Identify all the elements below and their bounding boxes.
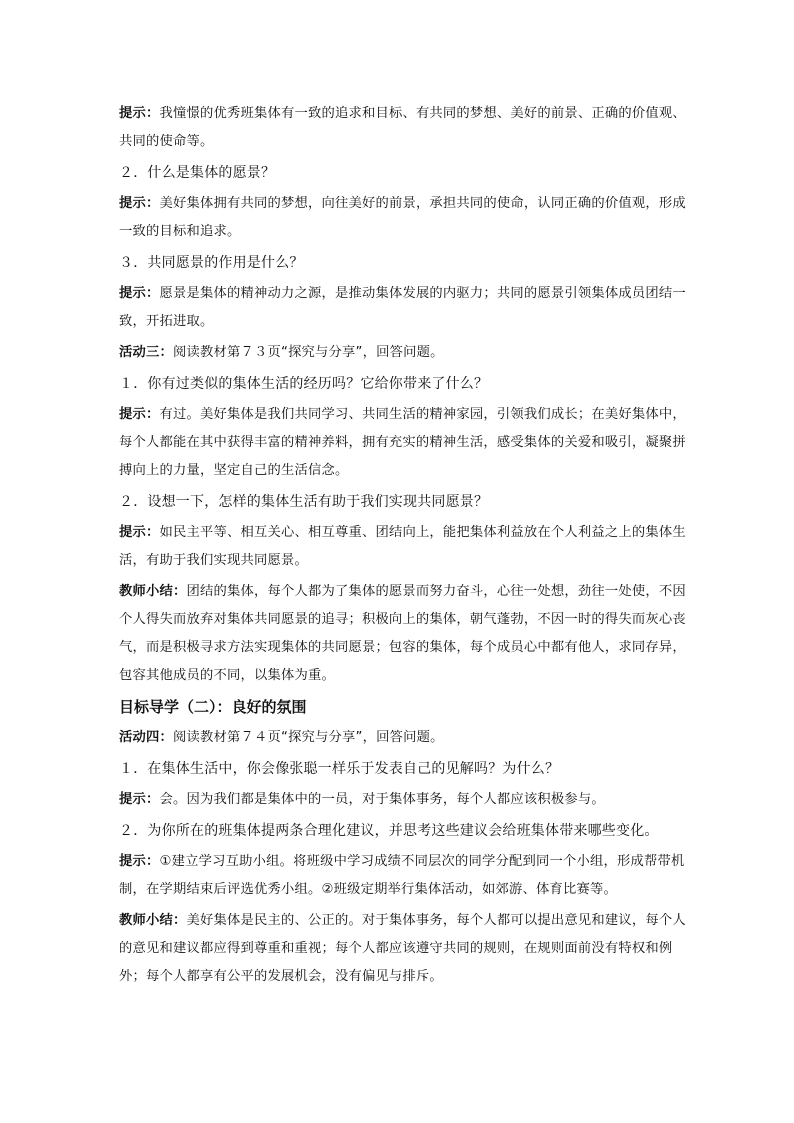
question-paragraph: ２．为你所在的班集体提两条合理化建议，并思考这些建议会给班集体带来哪些变化。 xyxy=(119,823,659,839)
answer-paragraph: 提示：我憧憬的优秀班集体有一致的追求和目标、有共同的梦想、美好的前景、正确的价值观、共同的使命等。 xyxy=(119,106,686,149)
activity-paragraph: 活动三：阅读教材第７３页“探究与分享”，回答问题。 xyxy=(119,345,444,360)
question-paragraph: ３．共同愿景的作用是什么？ xyxy=(119,255,304,271)
summary-paragraph: 教师小结：美好集体是民主的、公正的。对于集体事务，每个人都可以提出意见和建议，每个人的意见和建议都应得到尊重和重视；每个人都应该遵守共同的规则，在规则面前没有特权和例外；每个人都享有公平的发展机会，没有偏见与排斥。 xyxy=(119,913,686,984)
section-heading: 目标导学（二）：良好的氛围 xyxy=(119,698,307,716)
document-body xyxy=(119,100,689,994)
answer-paragraph: 提示：有过。美好集体是我们共同学习、共同生活的精神家园，引领我们成长；在美好集体中，每个人都能在其中获得丰富的精神养料，拥有充实的精神生活，感受集体的关爱和吸引，凝聚拼搏向上的力量，坚定自己的生活信念。 xyxy=(119,407,686,478)
question-paragraph: １．你有过类似的集体生活的经历吗？它给你带来了什么？ xyxy=(119,376,489,392)
answer-paragraph: 提示：会。因为我们都是集体中的一员，对于集体事务，每个人都应该积极参与。 xyxy=(119,792,605,807)
answer-paragraph: 提示：愿景是集体的精神动力之源，是推动集体发展的内驱力；共同的愿景引领集体成员团结一致，开拓进取。 xyxy=(119,286,686,329)
answer-paragraph: 提示：如民主平等、相互关心、相互尊重、团结向上，能把集体利益放在个人利益之上的集体生活，有助于我们实现共同愿景。 xyxy=(119,525,686,568)
question-paragraph: １．在集体生活中，你会像张聪一样乐于发表自己的见解吗？为什么？ xyxy=(119,761,560,777)
summary-paragraph: 教师小结：团结的集体，每个人都为了集体的愿景而努力奋斗，心往一处想，劲往一处使，不因个人得失而放弃对集体共同愿景的追寻；积极向上的集体，朝气蓬勃，不因一时的得失而灰心丧气，而是积极寻求方法实现集体的共同愿景；包容的集体，每个成员心中都有他人，求同存异，包容其他成员的不同，以集体为重。 xyxy=(119,584,686,683)
answer-paragraph: 提示：美好集体拥有共同的梦想，向往美好的前景，承担共同的使命，认同正确的价值观，形成一致的目标和追求。 xyxy=(119,196,686,239)
activity-paragraph: 活动四：阅读教材第７４页“探究与分享”，回答问题。 xyxy=(119,730,444,745)
question-paragraph: ２．设想一下，怎样的集体生活有助于我们实现共同愿景？ xyxy=(119,494,489,510)
answer-paragraph: 提示：①建立学习互助小组。将班级中学习成绩不同层次的同学分配到同一个小组，形成帮带机制，在学期结束后评选优秀小组。②班级定期举行集体活动，如郊游、体育比赛等。 xyxy=(119,854,685,897)
question-paragraph: ２．什么是集体的愿景？ xyxy=(119,165,276,181)
